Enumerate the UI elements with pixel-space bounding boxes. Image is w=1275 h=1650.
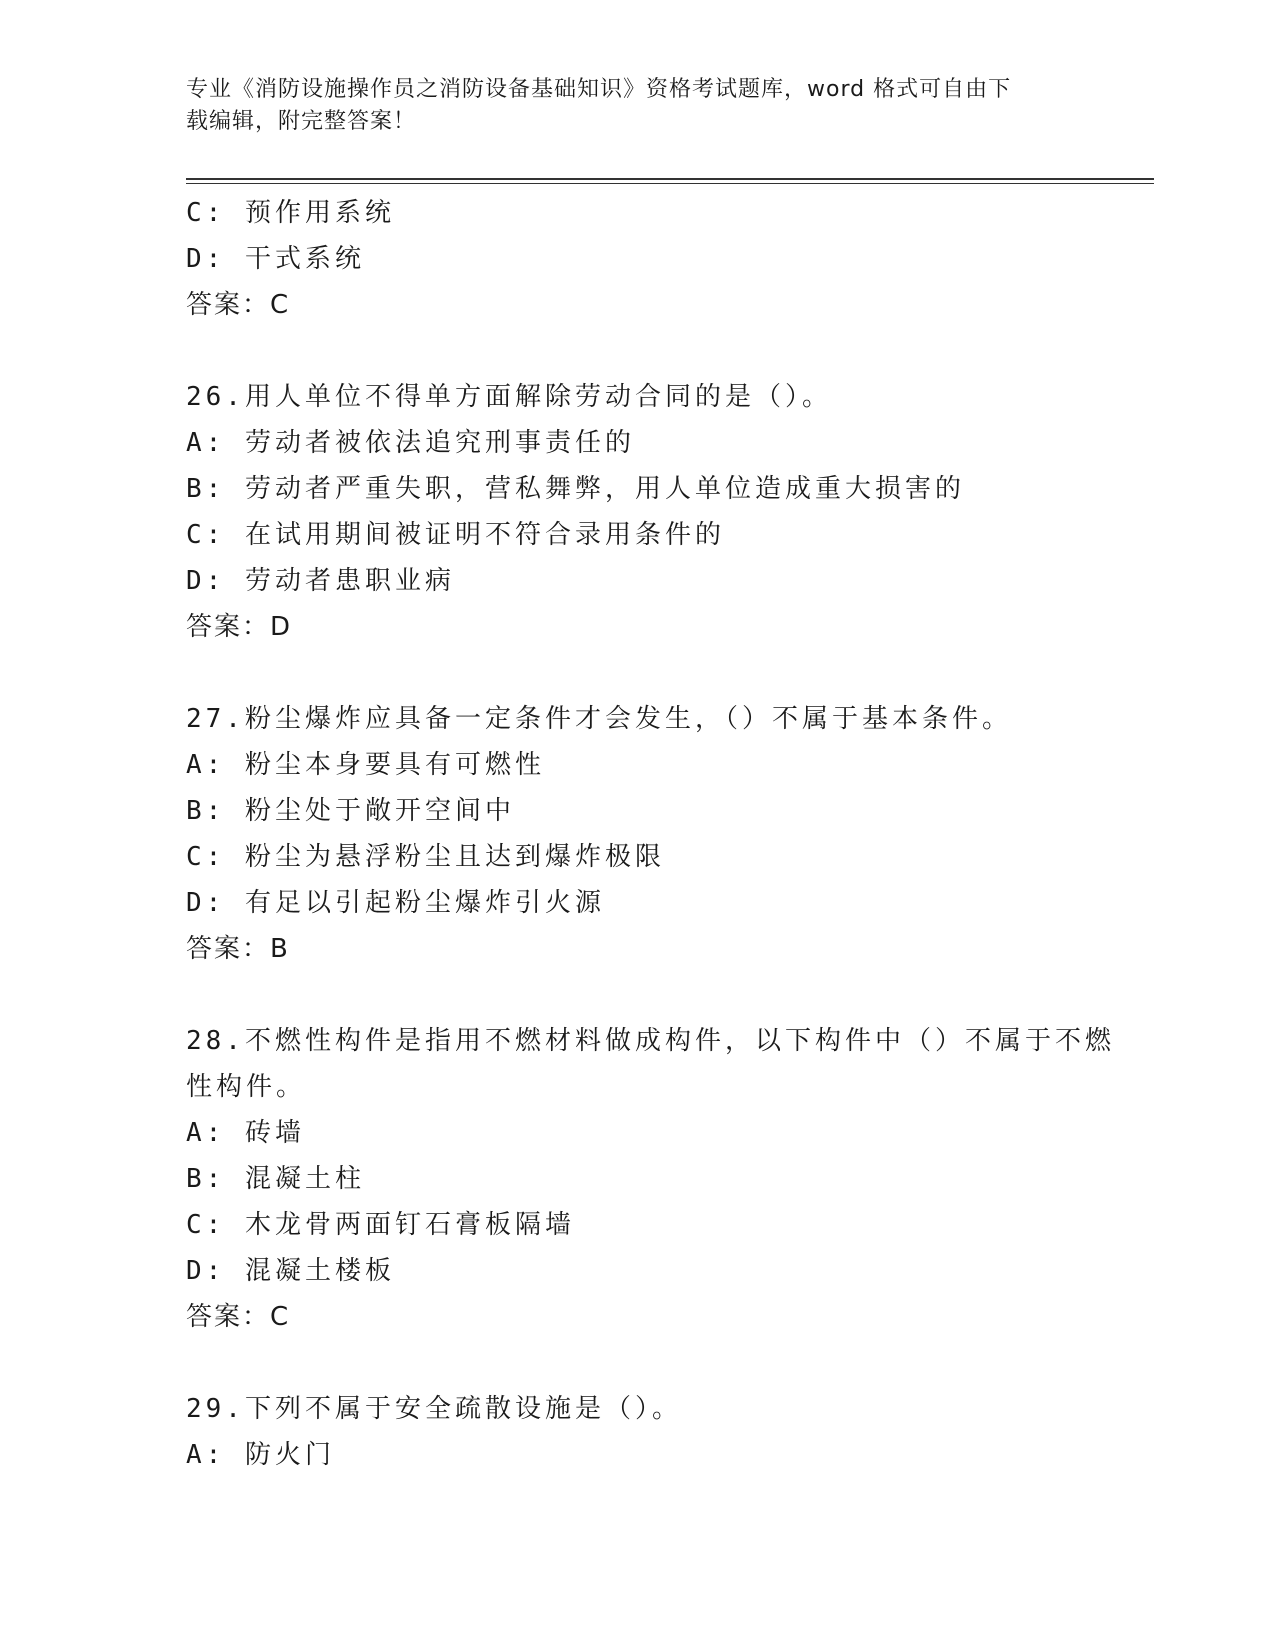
option-a: A: 粉尘本身要具有可燃性 [186,750,545,780]
answer-line: 答案：C [186,290,291,320]
answer-line: 答案：B [186,934,290,964]
option-c: C: 木龙骨两面钉石膏板隔墙 [186,1210,575,1240]
option-d: D: 有足以引起粉尘爆炸引火源 [186,888,605,918]
option-b: B: 粉尘处于敞开空间中 [186,796,515,826]
answer-line: 答案：D [186,612,293,642]
option-d: D: 混凝土楼板 [186,1256,395,1286]
option-d: D: 干式系统 [186,244,365,274]
document-header [186,74,1086,138]
option-c: C: 粉尘为悬浮粉尘且达到爆炸极限 [186,842,665,872]
answer-line: 答案：C [186,1302,291,1332]
question-stem: 27.粉尘爆炸应具备一定条件才会发生，（）不属于基本条件。 [186,704,1012,734]
option-c: C: 在试用期间被证明不符合录用条件的 [186,520,725,550]
question-list [186,190,1146,1478]
question-gap [186,972,1146,1018]
header-divider-thin [186,183,1154,184]
question-stem: 29.下列不属于安全疏散设施是（）。 [186,1394,682,1424]
question-gap [186,328,1146,374]
option-a: A: 防火门 [186,1440,335,1470]
question-gap [186,650,1146,696]
question-gap [186,1340,1146,1386]
header-line-2: 载编辑，附完整答案！ [186,109,417,134]
option-c: C: 预作用系统 [186,198,395,228]
question-stem-line-1: 28.不燃性构件是指用不燃材料做成构件，以下构件中（）不属于不燃 [186,1026,1115,1056]
option-a: A: 劳动者被依法追究刑事责任的 [186,428,635,458]
question-stem: 26.用人单位不得单方面解除劳动合同的是（）。 [186,382,832,412]
question-stem-line-2: 性构件。 [186,1072,307,1102]
header-line-1: 专业《消防设施操作员之消防设备基础知识》资格考试题库，word 格式可自由下 [186,77,1012,102]
option-a: A: 砖墙 [186,1118,305,1148]
option-b: B: 混凝土柱 [186,1164,365,1194]
option-b: B: 劳动者严重失职，营私舞弊，用人单位造成重大损害的 [186,474,965,504]
option-d: D: 劳动者患职业病 [186,566,455,596]
header-divider-thick [186,178,1154,180]
